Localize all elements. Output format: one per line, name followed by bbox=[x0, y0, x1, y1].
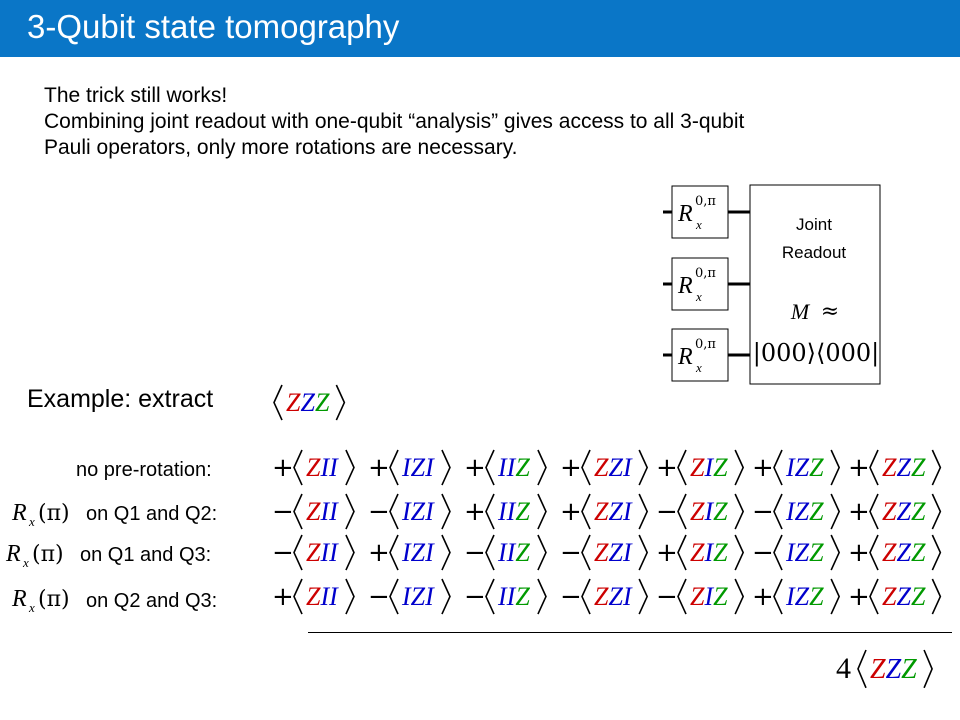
row-2-sign-3: − bbox=[560, 538, 582, 568]
intro-line-2: Combining joint readout with one-qubit “analysis” gives access to all 3-qubit bbox=[44, 110, 745, 133]
svg-text:x: x bbox=[29, 600, 35, 615]
row-1-term-ZII-right-bracket bbox=[346, 494, 354, 529]
row-3-term-ZII: ZII bbox=[306, 582, 338, 611]
row-0-term-ZIZ-right-bracket bbox=[735, 450, 743, 485]
row-1-sign-1: − bbox=[368, 497, 390, 527]
row-3-term-ZIZ: ZIZ bbox=[690, 582, 728, 611]
row-label-2: on Q1 and Q3: bbox=[80, 544, 212, 566]
row-2-term-ZZZ-right-bracket bbox=[932, 535, 940, 570]
row-3-term-IZZ-left-bracket bbox=[774, 579, 782, 614]
row-3-term-ZIZ-left-bracket bbox=[678, 579, 686, 614]
row-3-term-IZI-right-bracket bbox=[442, 579, 450, 614]
row-2-term-IIZ-right-bracket bbox=[538, 535, 546, 570]
svg-text:(π): (π) bbox=[38, 587, 70, 612]
row-0-term-ZZZ: ZZZ bbox=[882, 453, 926, 482]
row-1-term-ZIZ-left-bracket bbox=[678, 494, 686, 529]
row-1-term-IIZ-left-bracket bbox=[486, 494, 494, 529]
row-2-term-ZII: ZII bbox=[306, 538, 338, 567]
row-1-term-ZII: ZII bbox=[306, 497, 338, 526]
svg-text:0,π: 0,π bbox=[695, 266, 716, 281]
row-2-sign-4: + bbox=[656, 538, 678, 568]
gate-qubit-1 bbox=[663, 186, 750, 238]
row-label-3: on Q2 and Q3: bbox=[86, 590, 218, 612]
rotation-symbol-2 bbox=[2, 535, 80, 571]
row-1-term-ZZZ-right-bracket bbox=[932, 494, 940, 529]
row-0-term-ZIZ: ZIZ bbox=[690, 453, 728, 482]
row-3-term-IIZ: IIZ bbox=[498, 582, 530, 611]
row-0-sign-2: + bbox=[464, 453, 486, 483]
result-operator: ZZZ bbox=[870, 654, 917, 685]
row-1-sign-0: − bbox=[272, 497, 294, 527]
row-3-term-IIZ-left-bracket bbox=[486, 579, 494, 614]
row-2-term-ZZZ-left-bracket bbox=[870, 535, 878, 570]
svg-text:R: R bbox=[12, 586, 27, 612]
row-2-term-IZZ-left-bracket bbox=[774, 535, 782, 570]
result-operator-left-bracket bbox=[858, 650, 866, 688]
row-1-term-IZZ-left-bracket bbox=[774, 494, 782, 529]
row-0-term-ZII-left-bracket bbox=[294, 450, 302, 485]
row-0-term-IZZ-right-bracket bbox=[831, 450, 839, 485]
row-1-term-ZIZ: ZIZ bbox=[690, 497, 728, 526]
row-0-term-IZZ-left-bracket bbox=[774, 450, 782, 485]
row-1-sign-5: − bbox=[752, 497, 774, 527]
svg-text:R: R bbox=[678, 201, 693, 227]
approx-symbol: ≈ bbox=[820, 299, 840, 324]
row-3-term-ZZZ-right-bracket bbox=[932, 579, 940, 614]
row-1-term-ZII-left-bracket bbox=[294, 494, 302, 529]
row-1-sign-6: + bbox=[848, 497, 870, 527]
svg-text:x: x bbox=[696, 217, 702, 232]
row-3-sign-1: − bbox=[368, 582, 390, 612]
row-1-term-ZZZ-left-bracket bbox=[870, 494, 878, 529]
svg-text:R: R bbox=[12, 500, 27, 526]
row-0-term-IIZ: IIZ bbox=[498, 453, 530, 482]
row-3-term-IIZ-right-bracket bbox=[538, 579, 546, 614]
gate-qubit-3 bbox=[663, 329, 750, 381]
row-3-term-IZI-left-bracket bbox=[390, 579, 398, 614]
projector-000: |000⟩⟨000| bbox=[752, 339, 880, 367]
row-0-term-ZII-right-bracket bbox=[346, 450, 354, 485]
row-3-sign-5: + bbox=[752, 582, 774, 612]
row-2-term-ZII-right-bracket bbox=[346, 535, 354, 570]
result-expression bbox=[832, 640, 957, 694]
row-2-term-ZIZ: ZIZ bbox=[690, 538, 728, 567]
row-label-0: no pre-rotation: bbox=[76, 459, 212, 481]
result-operator-right-bracket bbox=[924, 650, 932, 688]
svg-text:x: x bbox=[696, 289, 702, 304]
row-0-sign-1: + bbox=[368, 453, 390, 483]
row-3-sign-2: − bbox=[464, 582, 486, 612]
row-0-term-IZI: IZI bbox=[402, 453, 434, 482]
row-2-term-IZZ-right-bracket bbox=[831, 535, 839, 570]
row-2-term-ZZI-right-bracket bbox=[639, 535, 647, 570]
row-0-term-ZZI-left-bracket bbox=[582, 450, 590, 485]
svg-text:x: x bbox=[29, 514, 35, 529]
row-3-term-ZZI-right-bracket bbox=[639, 579, 647, 614]
result-coefficient: 4 bbox=[836, 652, 851, 685]
row-1-term-IZI: IZI bbox=[402, 497, 434, 526]
operator-M: M bbox=[790, 299, 810, 324]
row-2-term-ZII-left-bracket bbox=[294, 535, 302, 570]
row-3-term-IZZ-right-bracket bbox=[831, 579, 839, 614]
row-1-term-IZZ: IZZ bbox=[786, 497, 824, 526]
row-0-term-IIZ-left-bracket bbox=[486, 450, 494, 485]
row-2-term-ZIZ-left-bracket bbox=[678, 535, 686, 570]
rotation-symbol-3 bbox=[8, 580, 86, 616]
row-3-term-ZZI-left-bracket bbox=[582, 579, 590, 614]
row-1-term-IZZ-right-bracket bbox=[831, 494, 839, 529]
row-1-sign-2: + bbox=[464, 497, 486, 527]
row-2-term-ZIZ-right-bracket bbox=[735, 535, 743, 570]
example-target-operator: ZZZ bbox=[286, 388, 330, 417]
svg-text:R: R bbox=[678, 344, 693, 370]
row-0-sign-3: + bbox=[560, 453, 582, 483]
row-2-sign-1: + bbox=[368, 538, 390, 568]
row-0-term-IZZ: IZZ bbox=[786, 453, 824, 482]
svg-text:R: R bbox=[678, 273, 693, 299]
row-2-sign-5: − bbox=[752, 538, 774, 568]
row-0-term-IIZ-right-bracket bbox=[538, 450, 546, 485]
row-2-term-ZZI: ZZI bbox=[594, 538, 632, 567]
row-0-sign-5: + bbox=[752, 453, 774, 483]
row-2-term-ZZZ: ZZZ bbox=[882, 538, 926, 567]
row-0-sign-6: + bbox=[848, 453, 870, 483]
row-2-sign-2: − bbox=[464, 538, 486, 568]
row-1-term-ZZI-left-bracket bbox=[582, 494, 590, 529]
row-1-term-ZZI: ZZI bbox=[594, 497, 632, 526]
row-0-term-ZZZ-left-bracket bbox=[870, 450, 878, 485]
row-0-term-IZI-right-bracket bbox=[442, 450, 450, 485]
row-3-sign-0: + bbox=[272, 582, 294, 612]
svg-text:(π): (π) bbox=[32, 542, 64, 567]
row-2-sign-6: + bbox=[848, 538, 870, 568]
readout-label: Readout bbox=[781, 243, 847, 262]
example-target-operator-right-bracket bbox=[336, 385, 344, 420]
joint-label: Joint bbox=[796, 215, 832, 234]
row-1-term-IZI-left-bracket bbox=[390, 494, 398, 529]
row-3-term-ZZZ-left-bracket bbox=[870, 579, 878, 614]
svg-text:0,π: 0,π bbox=[695, 337, 716, 352]
row-3-term-ZIZ-right-bracket bbox=[735, 579, 743, 614]
row-1-term-IIZ-right-bracket bbox=[538, 494, 546, 529]
row-2-term-IIZ-left-bracket bbox=[486, 535, 494, 570]
row-1-term-IIZ: IIZ bbox=[498, 497, 530, 526]
row-1-sign-3: + bbox=[560, 497, 582, 527]
row-3-term-ZII-left-bracket bbox=[294, 579, 302, 614]
row-3-term-IZI: IZI bbox=[402, 582, 434, 611]
row-2-sign-0: − bbox=[272, 538, 294, 568]
row-3-sign-4: − bbox=[656, 582, 678, 612]
row-1-sign-4: − bbox=[656, 497, 678, 527]
example-target bbox=[268, 374, 378, 426]
example-target-operator-left-bracket bbox=[274, 385, 282, 420]
svg-text:(π): (π) bbox=[38, 501, 70, 526]
row-0-term-ZIZ-left-bracket bbox=[678, 450, 686, 485]
row-0-term-ZZZ-right-bracket bbox=[932, 450, 940, 485]
row-1-term-ZIZ-right-bracket bbox=[735, 494, 743, 529]
row-2-term-ZZI-left-bracket bbox=[582, 535, 590, 570]
slide-title: 3-Qubit state tomography bbox=[27, 8, 400, 45]
row-2-term-IZZ: IZZ bbox=[786, 538, 824, 567]
row-0-term-ZZI-right-bracket bbox=[639, 450, 647, 485]
row-2-term-IZI-right-bracket bbox=[442, 535, 450, 570]
row-0-sign-4: + bbox=[656, 453, 678, 483]
row-2-term-IIZ: IIZ bbox=[498, 538, 530, 567]
example-label: Example: extract bbox=[27, 385, 214, 413]
row-0-term-IZI-left-bracket bbox=[390, 450, 398, 485]
row-3-term-ZZI: ZZI bbox=[594, 582, 632, 611]
intro-line-3: Pauli operators, only more rotations are necessary. bbox=[44, 136, 518, 159]
row-label-1: on Q1 and Q2: bbox=[86, 503, 218, 525]
expectation-equations bbox=[262, 448, 952, 628]
row-0-sign-0: + bbox=[272, 453, 294, 483]
row-3-term-ZZZ: ZZZ bbox=[882, 582, 926, 611]
svg-text:x: x bbox=[696, 360, 702, 375]
svg-text:x: x bbox=[23, 555, 29, 570]
row-3-term-ZII-right-bracket bbox=[346, 579, 354, 614]
row-1-term-IZI-right-bracket bbox=[442, 494, 450, 529]
rotation-symbol-1 bbox=[8, 494, 86, 530]
sum-divider bbox=[308, 632, 952, 633]
row-0-term-ZII: ZII bbox=[306, 453, 338, 482]
row-0-term-ZZI: ZZI bbox=[594, 453, 632, 482]
svg-text:0,π: 0,π bbox=[695, 194, 716, 209]
row-3-sign-6: + bbox=[848, 582, 870, 612]
gate-qubit-2 bbox=[663, 258, 750, 310]
row-3-sign-3: − bbox=[560, 582, 582, 612]
row-1-term-ZZI-right-bracket bbox=[639, 494, 647, 529]
row-2-term-IZI-left-bracket bbox=[390, 535, 398, 570]
row-1-term-ZZZ: ZZZ bbox=[882, 497, 926, 526]
intro-line-1: The trick still works! bbox=[44, 84, 228, 107]
row-2-term-IZI: IZI bbox=[402, 538, 434, 567]
row-3-term-IZZ: IZZ bbox=[786, 582, 824, 611]
svg-text:R: R bbox=[6, 541, 21, 567]
